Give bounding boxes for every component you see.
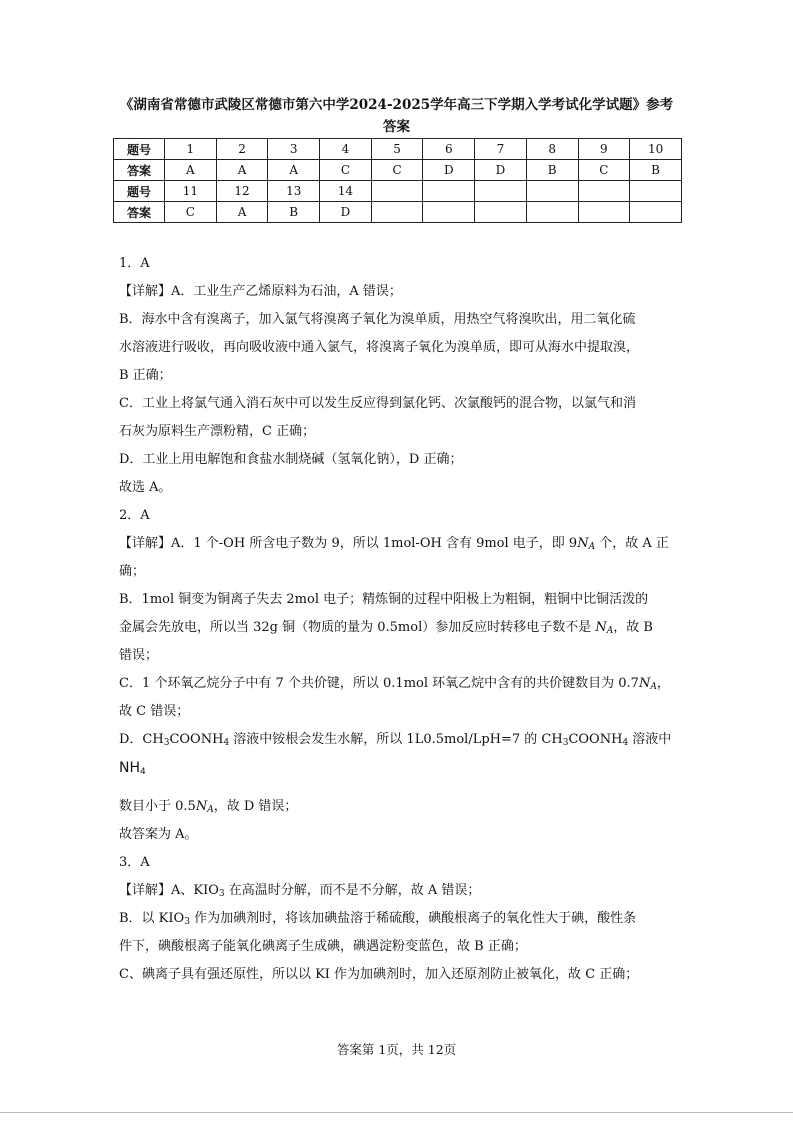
q2-line: D．$CH_3COONH_4$ 溶液中铵根会发生水解，所以 1L0.5mol/LpH=7 的 $CH_3COONH_4$ 溶液中$NH_4$	[119, 732, 672, 777]
q1-line: C．工业上将氯气通入消石灰中可以发生反应得到氯化钙、次氯酸钙的混合物，以氯气和消	[119, 396, 636, 411]
title-line-2: 答案	[383, 119, 410, 135]
question-label-cell: 题号	[114, 139, 165, 160]
answer-cell: A	[216, 160, 268, 181]
answer-cell	[371, 202, 423, 223]
answer-cell: C	[320, 160, 372, 181]
question-cell: 9	[578, 139, 630, 160]
q1-line: 石灰为原料生产漂粉精，C 正确；	[119, 424, 316, 439]
q3-line: C、碘离子具有强还原性，所以以 KI 作为加碘剂时，加入还原剂防止被氧化，故 C 正确；	[119, 967, 639, 982]
q2-line: 金属会先放电，所以当 32g 铜（物质的量为 0.5mol）参加反应时转移电子数不是 $N_A$，故 B	[119, 620, 653, 636]
question-cell: 5	[371, 139, 423, 160]
answer-label-cell: 答案	[114, 160, 165, 181]
q1-line: 水溶液进行吸收，再向吸收液中通入氯气，将溴离子氧化为溴单质，即可从海水中提取溴，	[119, 340, 640, 355]
table-row	[114, 181, 682, 202]
answer-cell	[630, 202, 682, 223]
q1-line: 【详解】A．工业生产乙烯原料为石油，A 错误；	[119, 284, 402, 299]
answer-table	[113, 138, 682, 223]
q3-line: 件下，碘酸根离子能氧化碘离子生成碘，碘遇淀粉变蓝色，故 B 正确；	[119, 939, 527, 954]
answer-cell: C	[371, 160, 423, 181]
document-title	[100, 94, 693, 138]
title-line-1: 《湖南省常德市武陵区常德市第六中学2024-2025学年高三下学期入学考试化学试题》参考	[119, 97, 674, 113]
question-cell	[475, 181, 527, 202]
question-cell: 4	[320, 139, 372, 160]
answer-cell: C	[165, 202, 217, 223]
question-label-cell: 题号	[114, 181, 165, 202]
bottom-divider	[0, 1112, 793, 1113]
question-cell: 7	[475, 139, 527, 160]
answer-cell	[423, 202, 475, 223]
answer-cell	[578, 202, 630, 223]
question-cell: 1	[165, 139, 217, 160]
q1-line: B．海水中含有溴离子，加入氯气将溴离子氧化为溴单质，用热空气将溴吹出，用二氧化硫	[119, 312, 636, 327]
answer-cell: B	[268, 202, 320, 223]
question-cell: 10	[630, 139, 682, 160]
q1-line: D．工业上用电解饱和食盐水制烧碱（氢氧化钠），D 正确；	[119, 452, 463, 467]
q3-line: B．以 $KIO_3$ 作为加碘剂时，将该加碘盐溶于稀硫酸，碘酸根离子的氧化性大于碘，酸性条	[119, 911, 637, 927]
answer-explanations	[119, 250, 689, 989]
q2-line: 错误；	[119, 648, 159, 663]
q2-line: 故 C 错误；	[119, 704, 190, 719]
ammonium-formula: NH	[119, 760, 140, 776]
answer-cell: D	[423, 160, 475, 181]
q3-line: 【详解】A、$KIO_3$ 在高温时分解，而不是不分解，故 A 错误；	[119, 883, 481, 899]
question-cell	[630, 181, 682, 202]
question-cell	[423, 181, 475, 202]
answer-cell	[475, 202, 527, 223]
answer-cell: B	[526, 160, 578, 181]
question-cell: 13	[268, 181, 320, 202]
question-cell: 3	[268, 139, 320, 160]
answer-cell: A	[268, 160, 320, 181]
q1-line: 故选 A。	[119, 480, 172, 495]
q1-line: B 正确；	[119, 368, 172, 383]
answer-cell: C	[578, 160, 630, 181]
q2-line: 【详解】A．1 个-OH 所含电子数为 9，所以 1mol-OH 含有 9mol 电子，即 $9N_A$ 个，故 A 正确；	[119, 536, 669, 579]
answer-cell: A	[216, 202, 268, 223]
question-2-heading: 2．A	[119, 508, 150, 523]
answer-cell: D	[475, 160, 527, 181]
question-cell: 14	[320, 181, 372, 202]
answer-cell: B	[630, 160, 682, 181]
answer-label-cell: 答案	[114, 202, 165, 223]
q2-line: 数目小于 $0.5N_A$，故 D 错误；	[119, 799, 298, 815]
answer-cell: A	[165, 160, 217, 181]
q2-line: B．1mol 铜变为铜离子失去 2mol 电子；精炼铜的过程中阳极上为粗铜，粗铜中比铜活泼的	[119, 592, 649, 607]
question-cell: 11	[165, 181, 217, 202]
question-cell	[526, 181, 578, 202]
question-cell: 12	[216, 181, 268, 202]
answer-cell: D	[320, 202, 372, 223]
question-cell	[371, 181, 423, 202]
page-footer: 答案第 1页，共 12页	[336, 1042, 457, 1057]
question-cell: 8	[526, 139, 578, 160]
question-cell: 2	[216, 139, 268, 160]
table-row	[114, 139, 682, 160]
question-1-heading: 1．A	[119, 256, 150, 271]
table-row	[114, 160, 682, 181]
question-cell: 6	[423, 139, 475, 160]
question-3-heading: 3．A	[119, 855, 150, 870]
q2-line: 故答案为 A。	[119, 827, 198, 842]
question-cell	[578, 181, 630, 202]
q2-line: C．1 个环氧乙烷分子中有 7 个共价键，所以 0.1mol 环氧乙烷中含有的共价键数目为 $0.7N_A$，	[119, 676, 670, 692]
table-row	[114, 202, 682, 223]
answer-cell	[526, 202, 578, 223]
